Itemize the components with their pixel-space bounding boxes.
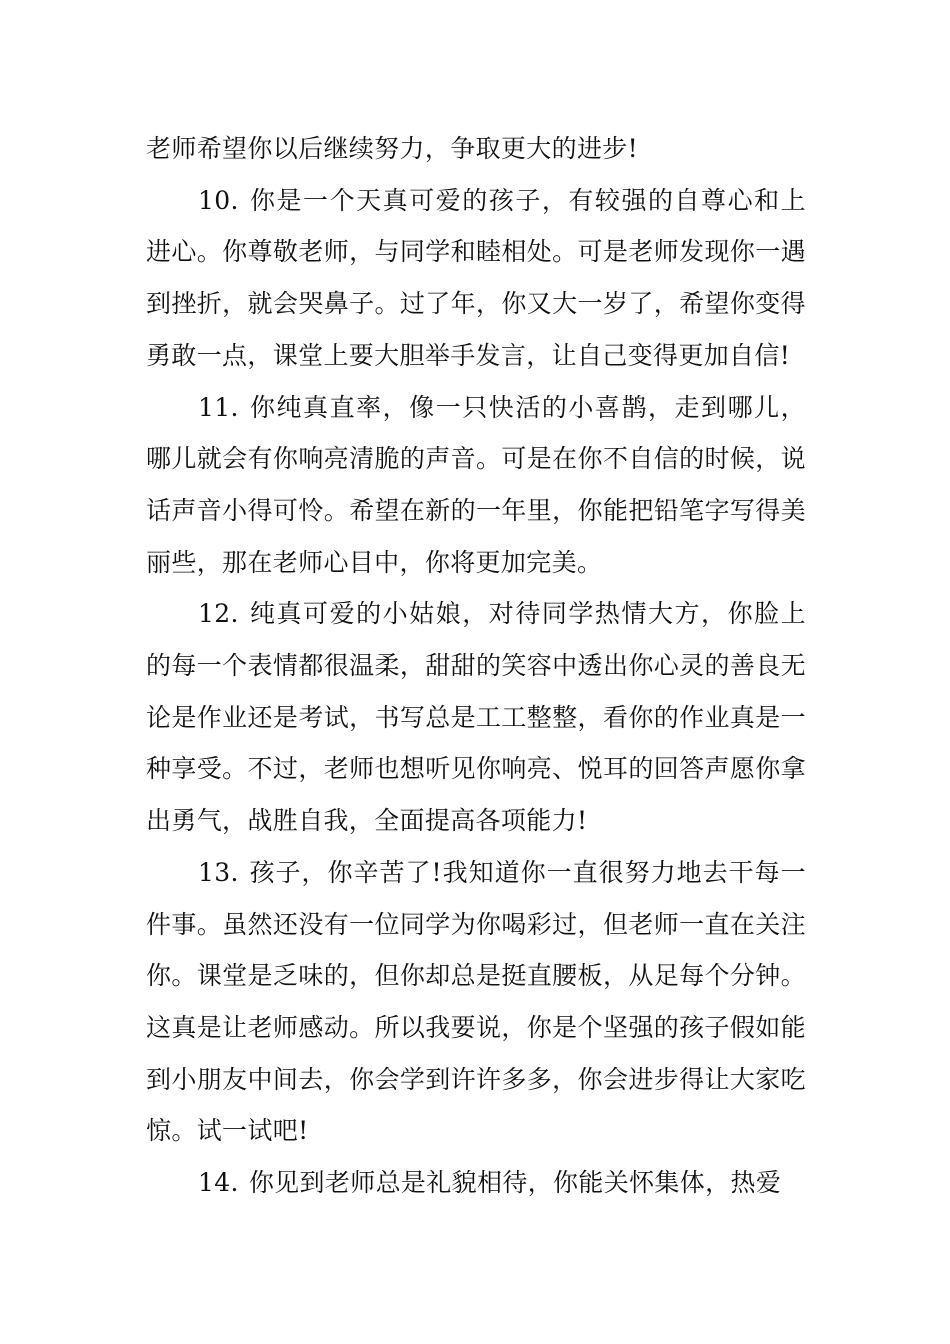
paragraph-item-12 <box>146 588 806 847</box>
paragraph-number: 11. <box>198 392 239 422</box>
document-body <box>146 123 806 1209</box>
paragraph-text: 纯真可爱的小姑娘，对待同学热情大方，你脸上的每一个表情都很温柔，甜甜的笑容中透出你心灵的善良无论是作业还是考试，书写总是工工整整，看你的作业真是一种享受。不过，老师也想听见你响亮、悦耳的回答声愿你拿出勇气，战胜自我，全面提高各项能力! <box>146 599 806 836</box>
paragraph-number: 13. <box>198 857 239 887</box>
paragraph-text: 你纯真直率，像一只快活的小喜鹊，走到哪儿，哪儿就会有你响亮清脆的声音。可是在你不自信的时候，说话声音小得可怜。希望在新的一年里，你能把铅笔字写得美丽些，那在老师心目中，你将更加完美。 <box>146 392 806 577</box>
paragraph-continuation <box>146 123 806 175</box>
paragraph-text: 孩子，你辛苦了!我知道你一直很努力地去干每一件事。虽然还没有一位同学为你喝彩过，但老师一直在关注你。课堂是乏味的，但你却总是挺直腰板，从足每个分钟。这真是让老师感动。所以我要说，你是个坚强的孩子假如能到小朋友中间去，你会学到许许多多，你会进步得让大家吃惊。试一试吧! <box>146 857 806 1146</box>
paragraph-text: 你是一个天真可爱的孩子，有较强的自尊心和上进心。你尊敬老师，与同学和睦相处。可是老师发现你一遇到挫折，就会哭鼻子。过了年，你又大一岁了，希望你变得勇敢一点，课堂上要大胆举手发言，让自己变得更加自信! <box>146 185 806 370</box>
paragraph-item-14 <box>146 1157 806 1209</box>
paragraph-number: 10. <box>198 185 239 215</box>
paragraph-item-11 <box>146 382 806 589</box>
paragraph-item-13 <box>146 847 806 1157</box>
paragraph-text: 老师希望你以后继续努力，争取更大的进步! <box>146 134 639 163</box>
paragraph-item-10 <box>146 175 806 382</box>
paragraph-number: 14. <box>198 1168 239 1198</box>
paragraph-number: 12. <box>198 599 239 629</box>
paragraph-text: 你见到老师总是礼貌相待，你能关怀集体，热爱 <box>248 1168 782 1198</box>
